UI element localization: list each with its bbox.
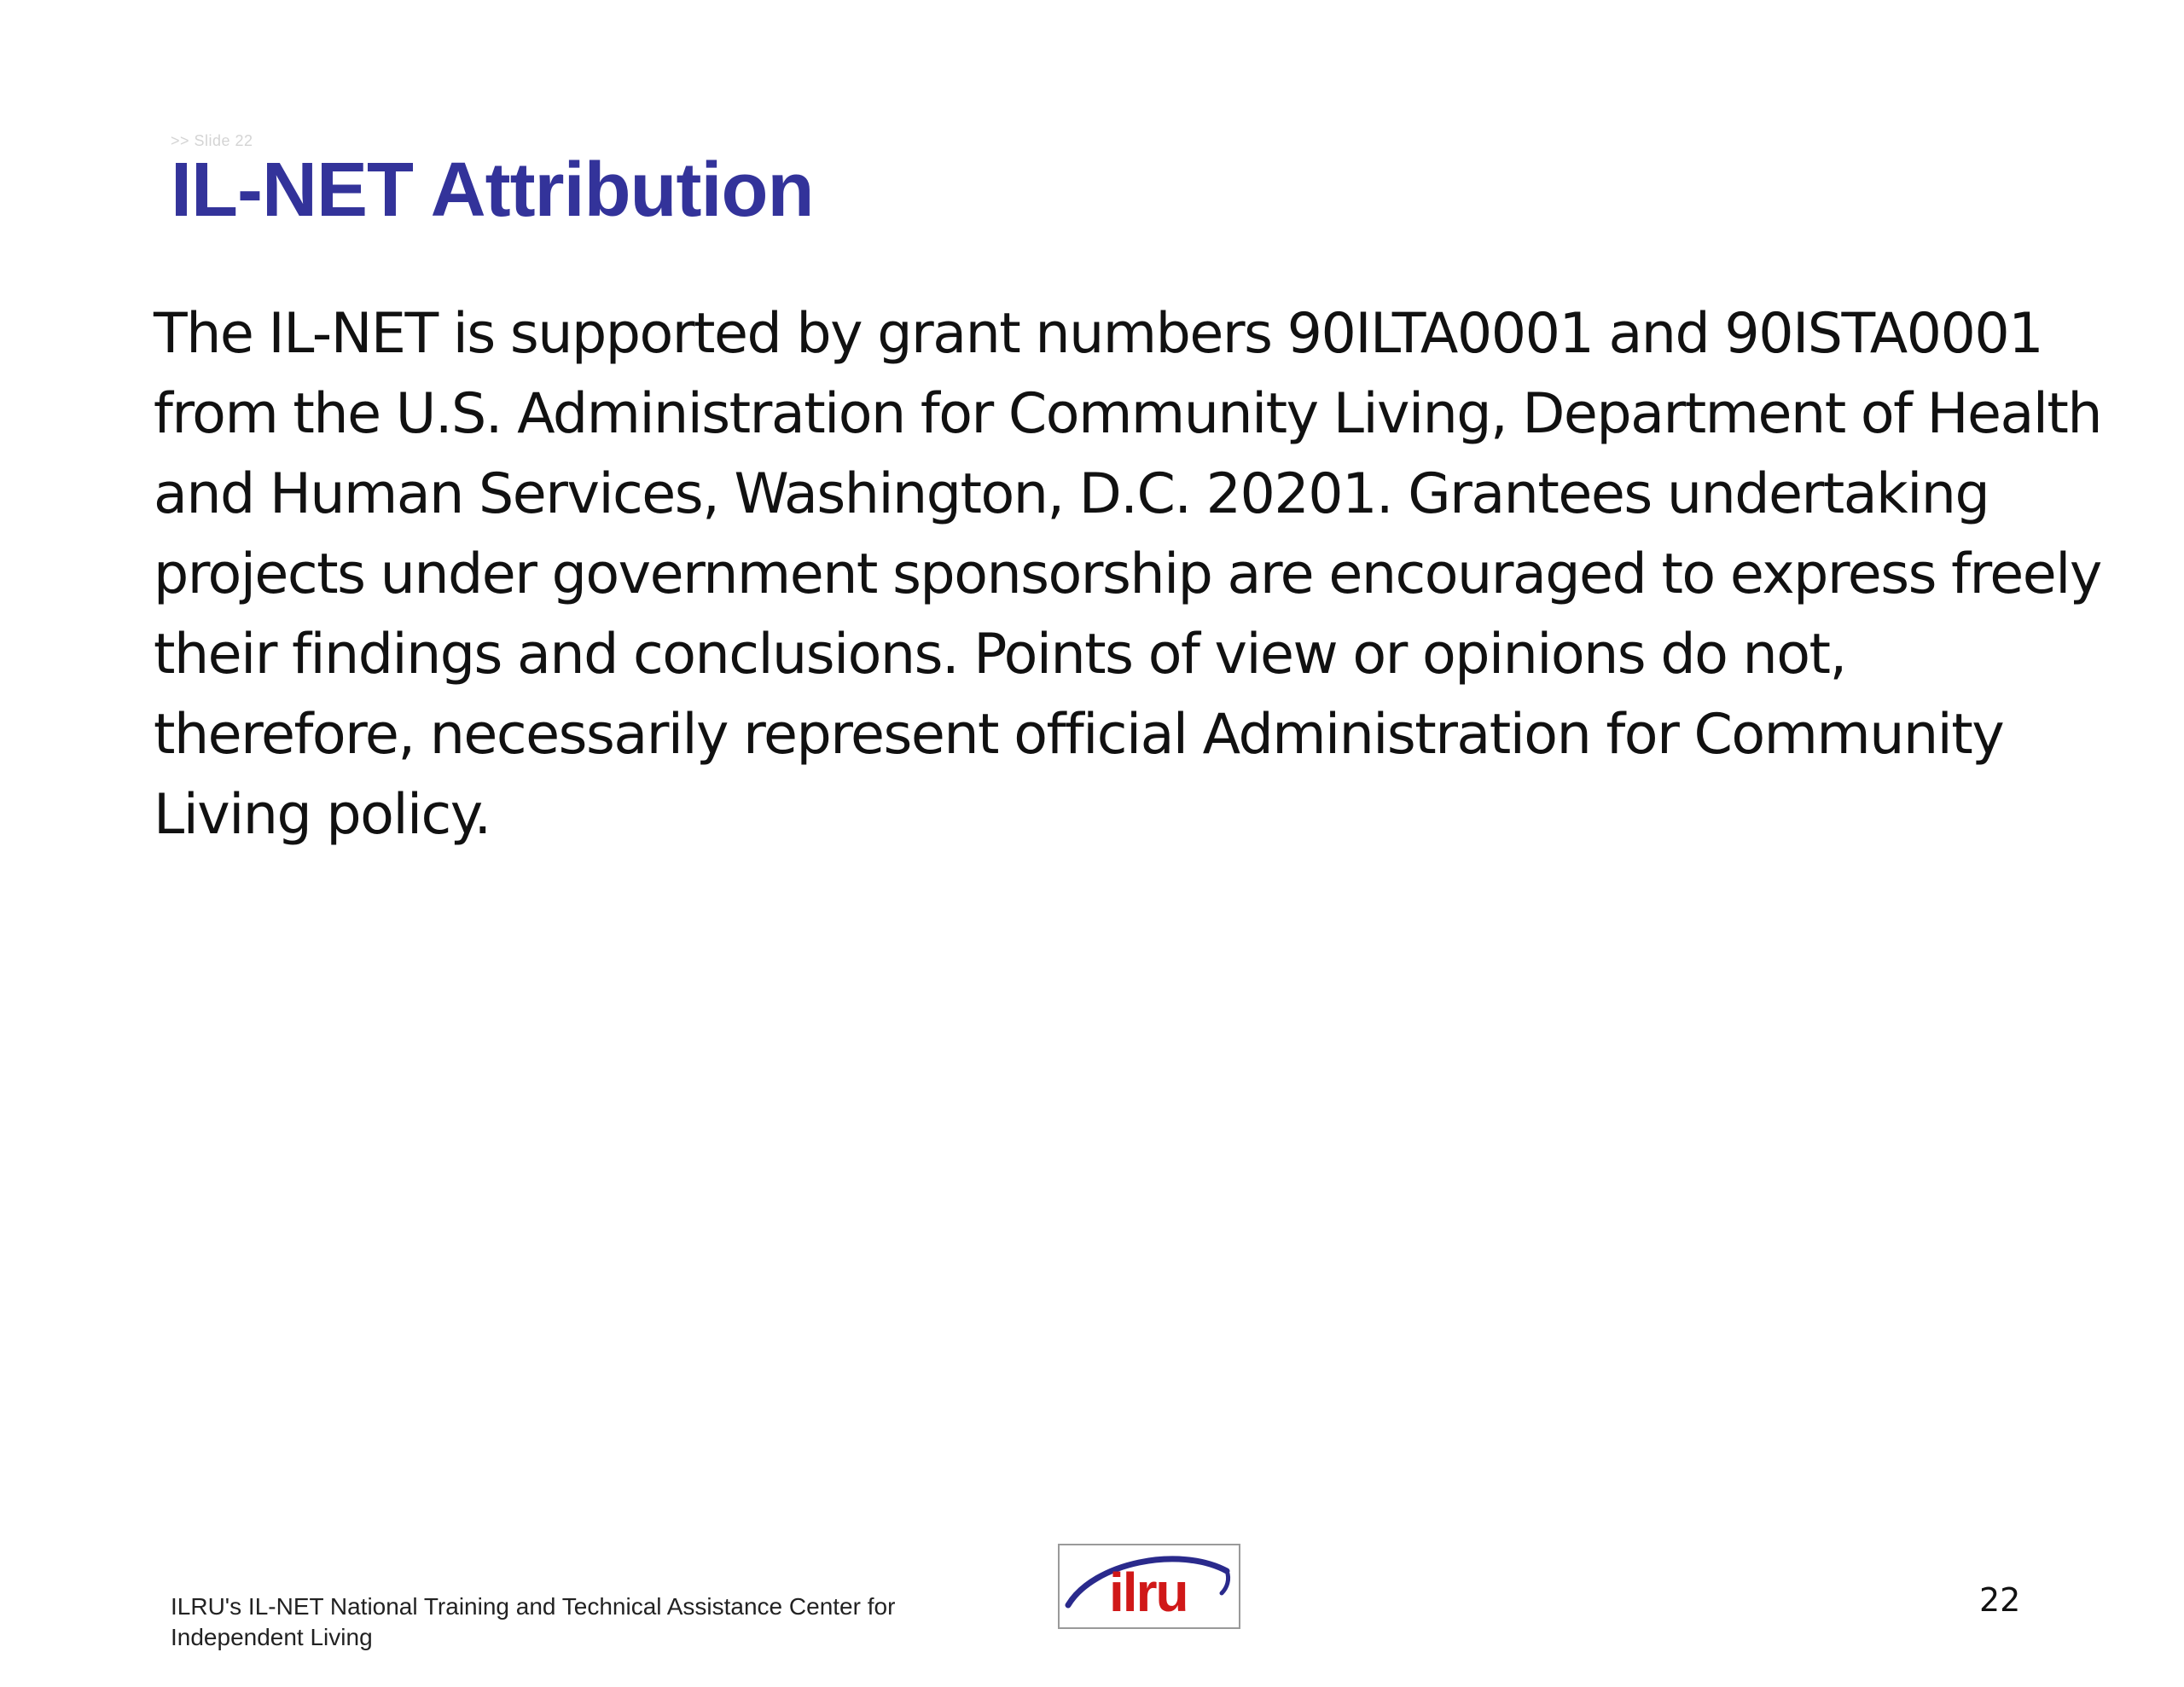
attribution-body: The IL-NET is supported by grant numbers 90ILTA0001 and 90ISTA0001 from the U.S. Administration for Community Living, Department of Health and Human Services, Washington, D.C. 20201. Grantees undertaking projects under government sponsorship are encouraged to express freely their findings and conclusions. Points of view or opinions do not, therefore, necessarily represent official Administration for Community Living policy. <box>154 302 2102 847</box>
page-number: 22 <box>1979 1581 2021 1619</box>
slide-title: IL-NET Attribution <box>171 148 814 233</box>
slide-label: >> Slide 22 <box>171 132 253 149</box>
footer-organization: ILRU's IL-NET National Training and Technical Assistance Center for Independent Living <box>171 1593 896 1650</box>
ilru-logo <box>1058 1544 1240 1629</box>
logo-text: ilru <box>1109 1562 1188 1623</box>
